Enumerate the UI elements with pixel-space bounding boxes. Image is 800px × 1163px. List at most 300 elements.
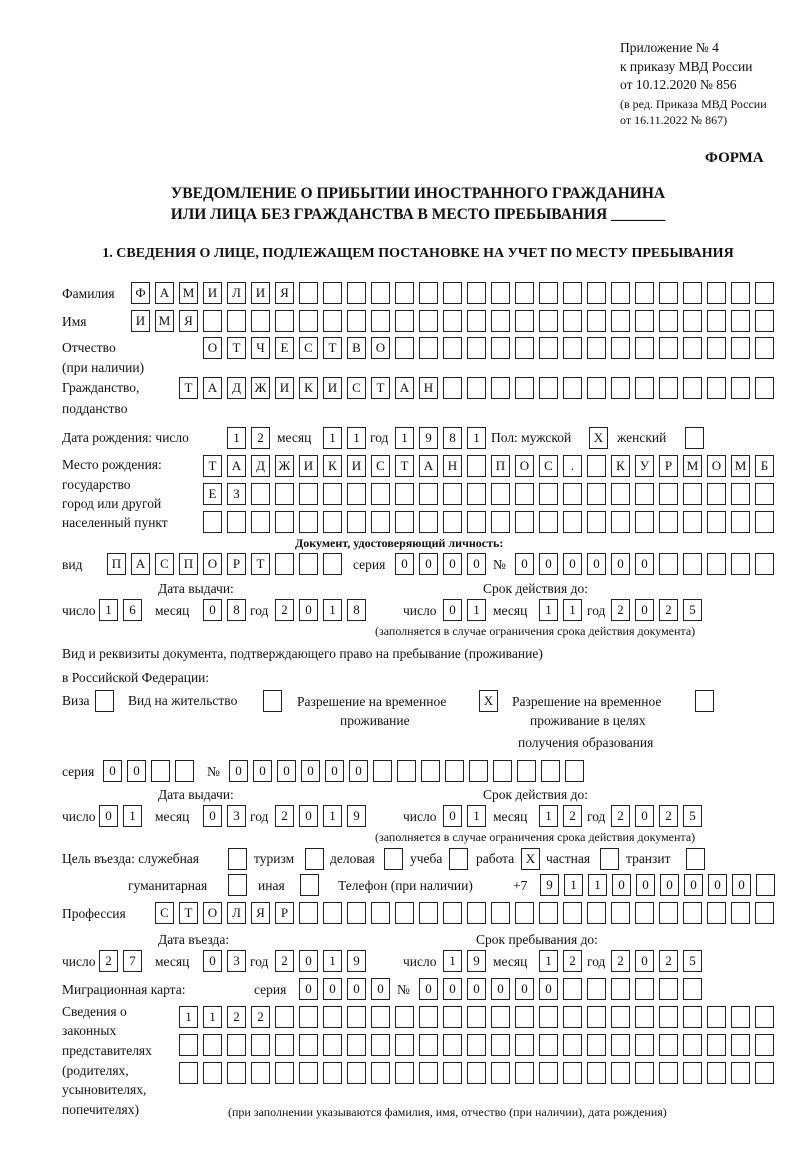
char-cell[interactable]: 9 [540, 874, 559, 896]
char-cell[interactable] [419, 1062, 438, 1084]
right-issue-month-field[interactable] [203, 805, 251, 827]
char-cell[interactable] [683, 310, 702, 332]
char-cell[interactable] [683, 1062, 702, 1084]
char-cell[interactable] [179, 1062, 198, 1084]
right-valid-month-field[interactable] [539, 805, 587, 827]
char-cell[interactable] [707, 337, 726, 359]
char-cell[interactable]: И [275, 377, 294, 399]
char-cell[interactable]: 0 [325, 760, 344, 782]
char-cell[interactable] [731, 902, 750, 924]
char-cell[interactable] [299, 1006, 318, 1028]
char-cell[interactable] [683, 1034, 702, 1056]
char-cell[interactable]: К [611, 455, 630, 477]
char-cell[interactable] [635, 337, 654, 359]
char-cell[interactable] [203, 511, 222, 533]
char-cell[interactable]: С [539, 455, 558, 477]
char-cell[interactable] [397, 760, 416, 782]
char-cell[interactable] [395, 310, 414, 332]
char-cell[interactable]: Н [443, 455, 462, 477]
id-issue-day-field[interactable] [99, 599, 147, 621]
char-cell[interactable] [635, 310, 654, 332]
char-cell[interactable] [347, 1034, 366, 1056]
char-cell[interactable] [251, 483, 270, 505]
char-cell[interactable]: 2 [99, 950, 118, 972]
char-cell[interactable] [539, 310, 558, 332]
char-cell[interactable]: 9 [347, 805, 366, 827]
char-cell[interactable]: 8 [347, 599, 366, 621]
entry-day-field[interactable] [99, 950, 147, 972]
char-cell[interactable] [467, 511, 486, 533]
char-cell[interactable] [299, 902, 318, 924]
char-cell[interactable] [467, 1034, 486, 1056]
char-cell[interactable] [611, 511, 630, 533]
char-cell[interactable] [659, 978, 678, 1000]
phone-field[interactable] [540, 874, 780, 896]
char-cell[interactable]: 1 [323, 950, 342, 972]
stay-month-field[interactable] [539, 950, 587, 972]
char-cell[interactable] [443, 483, 462, 505]
char-cell[interactable]: 9 [419, 427, 438, 449]
char-cell[interactable]: 1 [395, 427, 414, 449]
char-cell[interactable] [659, 1034, 678, 1056]
char-cell[interactable]: X [589, 427, 608, 449]
char-cell[interactable] [467, 455, 486, 477]
char-cell[interactable] [227, 511, 246, 533]
char-cell[interactable]: Т [179, 902, 198, 924]
char-cell[interactable] [755, 310, 774, 332]
char-cell[interactable] [467, 483, 486, 505]
char-cell[interactable]: Д [227, 377, 246, 399]
char-cell[interactable]: 2 [275, 599, 294, 621]
char-cell[interactable] [491, 282, 510, 304]
char-cell[interactable] [587, 377, 606, 399]
char-cell[interactable] [707, 483, 726, 505]
char-cell[interactable]: Т [227, 337, 246, 359]
char-cell[interactable] [371, 1006, 390, 1028]
char-cell[interactable]: Т [371, 377, 390, 399]
char-cell[interactable] [347, 310, 366, 332]
birth-day-field[interactable] [227, 427, 275, 449]
char-cell[interactable] [467, 902, 486, 924]
char-cell[interactable]: 9 [467, 950, 486, 972]
char-cell[interactable] [731, 1006, 750, 1028]
char-cell[interactable]: 1 [323, 599, 342, 621]
char-cell[interactable] [707, 377, 726, 399]
purpose-tourism-checkbox[interactable] [305, 848, 329, 870]
char-cell[interactable]: 5 [683, 805, 702, 827]
char-cell[interactable] [587, 282, 606, 304]
char-cell[interactable] [347, 902, 366, 924]
birthplace-field[interactable] [203, 511, 779, 533]
char-cell[interactable]: 0 [635, 553, 654, 575]
char-cell[interactable] [563, 978, 582, 1000]
char-cell[interactable]: 2 [275, 950, 294, 972]
char-cell[interactable] [731, 511, 750, 533]
char-cell[interactable] [755, 483, 774, 505]
char-cell[interactable]: . [563, 455, 582, 477]
char-cell[interactable]: 0 [635, 950, 654, 972]
char-cell[interactable] [203, 1062, 222, 1084]
char-cell[interactable] [659, 553, 678, 575]
id-valid-month-field[interactable] [539, 599, 587, 621]
char-cell[interactable] [443, 282, 462, 304]
char-cell[interactable] [587, 1034, 606, 1056]
char-cell[interactable] [635, 483, 654, 505]
char-cell[interactable]: О [707, 455, 726, 477]
char-cell[interactable]: К [299, 377, 318, 399]
char-cell[interactable] [228, 874, 247, 896]
purpose-study-checkbox[interactable] [449, 848, 473, 870]
char-cell[interactable] [565, 760, 584, 782]
char-cell[interactable]: 0 [371, 978, 390, 1000]
char-cell[interactable]: О [371, 337, 390, 359]
char-cell[interactable]: 1 [539, 805, 558, 827]
char-cell[interactable]: 0 [515, 978, 534, 1000]
char-cell[interactable] [707, 310, 726, 332]
char-cell[interactable]: Я [275, 282, 294, 304]
char-cell[interactable] [299, 511, 318, 533]
char-cell[interactable] [323, 511, 342, 533]
char-cell[interactable] [755, 553, 774, 575]
char-cell[interactable]: 2 [659, 805, 678, 827]
char-cell[interactable] [683, 511, 702, 533]
char-cell[interactable] [421, 760, 440, 782]
char-cell[interactable] [275, 511, 294, 533]
char-cell[interactable] [539, 902, 558, 924]
char-cell[interactable]: А [131, 553, 150, 575]
char-cell[interactable]: 0 [443, 553, 462, 575]
char-cell[interactable] [731, 553, 750, 575]
char-cell[interactable] [491, 511, 510, 533]
char-cell[interactable] [587, 483, 606, 505]
char-cell[interactable]: М [683, 455, 702, 477]
char-cell[interactable] [707, 902, 726, 924]
female-checkbox[interactable] [685, 427, 709, 449]
char-cell[interactable] [611, 902, 630, 924]
char-cell[interactable]: М [731, 455, 750, 477]
char-cell[interactable] [467, 337, 486, 359]
char-cell[interactable] [443, 511, 462, 533]
char-cell[interactable]: Р [659, 455, 678, 477]
char-cell[interactable]: 0 [323, 978, 342, 1000]
char-cell[interactable] [539, 282, 558, 304]
char-cell[interactable] [683, 337, 702, 359]
name-field[interactable] [131, 310, 779, 332]
birthplace-field[interactable] [203, 483, 779, 505]
char-cell[interactable] [731, 483, 750, 505]
char-cell[interactable]: А [395, 377, 414, 399]
char-cell[interactable]: 1 [203, 1006, 222, 1028]
char-cell[interactable]: 0 [636, 874, 655, 896]
char-cell[interactable] [395, 1062, 414, 1084]
char-cell[interactable] [600, 848, 619, 870]
char-cell[interactable] [491, 310, 510, 332]
char-cell[interactable]: 0 [299, 599, 318, 621]
char-cell[interactable] [539, 1006, 558, 1028]
char-cell[interactable]: К [323, 455, 342, 477]
char-cell[interactable] [707, 1006, 726, 1028]
char-cell[interactable]: 0 [443, 599, 462, 621]
char-cell[interactable]: 2 [563, 805, 582, 827]
char-cell[interactable] [251, 1034, 270, 1056]
char-cell[interactable]: 2 [563, 950, 582, 972]
char-cell[interactable] [491, 337, 510, 359]
char-cell[interactable] [491, 483, 510, 505]
char-cell[interactable]: 0 [301, 760, 320, 782]
char-cell[interactable]: 0 [515, 553, 534, 575]
char-cell[interactable] [228, 848, 247, 870]
male-checkbox[interactable] [589, 427, 613, 449]
char-cell[interactable]: 1 [564, 874, 583, 896]
char-cell[interactable] [515, 902, 534, 924]
char-cell[interactable]: Е [275, 337, 294, 359]
char-cell[interactable]: Т [323, 337, 342, 359]
char-cell[interactable] [275, 310, 294, 332]
char-cell[interactable]: И [131, 310, 150, 332]
char-cell[interactable]: 2 [611, 805, 630, 827]
char-cell[interactable]: 0 [467, 553, 486, 575]
char-cell[interactable]: 2 [659, 599, 678, 621]
char-cell[interactable]: С [299, 337, 318, 359]
char-cell[interactable]: А [203, 377, 222, 399]
char-cell[interactable] [395, 1006, 414, 1028]
char-cell[interactable]: 0 [395, 553, 414, 575]
char-cell[interactable] [686, 848, 705, 870]
purpose-humanitarian-checkbox[interactable] [228, 874, 252, 896]
char-cell[interactable] [469, 760, 488, 782]
char-cell[interactable]: 0 [587, 553, 606, 575]
char-cell[interactable]: 8 [227, 599, 246, 621]
char-cell[interactable]: И [347, 455, 366, 477]
id-issue-year-field[interactable] [275, 599, 371, 621]
char-cell[interactable]: 2 [251, 427, 270, 449]
char-cell[interactable] [515, 483, 534, 505]
residence-permit-checkbox[interactable] [263, 690, 287, 712]
id-valid-year-field[interactable] [611, 599, 707, 621]
char-cell[interactable] [323, 902, 342, 924]
char-cell[interactable]: Т [179, 377, 198, 399]
char-cell[interactable] [371, 483, 390, 505]
char-cell[interactable] [299, 282, 318, 304]
char-cell[interactable] [563, 337, 582, 359]
char-cell[interactable] [251, 511, 270, 533]
char-cell[interactable]: С [155, 553, 174, 575]
char-cell[interactable] [563, 1062, 582, 1084]
char-cell[interactable] [395, 483, 414, 505]
char-cell[interactable] [467, 282, 486, 304]
char-cell[interactable] [683, 483, 702, 505]
right-doc-series-field[interactable] [103, 760, 199, 782]
char-cell[interactable] [323, 282, 342, 304]
char-cell[interactable] [275, 1062, 294, 1084]
char-cell[interactable]: 3 [227, 805, 246, 827]
char-cell[interactable]: 0 [467, 978, 486, 1000]
representatives-field[interactable] [179, 1062, 779, 1084]
right-issue-day-field[interactable] [99, 805, 147, 827]
representatives-field[interactable] [179, 1034, 779, 1056]
char-cell[interactable]: Т [203, 455, 222, 477]
char-cell[interactable] [755, 1006, 774, 1028]
char-cell[interactable] [449, 848, 468, 870]
right-issue-year-field[interactable] [275, 805, 371, 827]
char-cell[interactable]: И [299, 455, 318, 477]
char-cell[interactable] [707, 1034, 726, 1056]
char-cell[interactable] [419, 1034, 438, 1056]
citizenship-field[interactable] [179, 377, 779, 399]
char-cell[interactable] [611, 978, 630, 1000]
char-cell[interactable] [323, 483, 342, 505]
char-cell[interactable] [227, 1034, 246, 1056]
char-cell[interactable] [659, 310, 678, 332]
char-cell[interactable] [755, 282, 774, 304]
char-cell[interactable] [443, 1062, 462, 1084]
char-cell[interactable] [395, 902, 414, 924]
char-cell[interactable]: 2 [251, 1006, 270, 1028]
char-cell[interactable]: 0 [99, 805, 118, 827]
char-cell[interactable] [299, 1062, 318, 1084]
id-series-field[interactable] [395, 553, 491, 575]
char-cell[interactable]: 2 [275, 805, 294, 827]
char-cell[interactable] [587, 1006, 606, 1028]
char-cell[interactable]: О [203, 337, 222, 359]
temporary-residence-checkbox[interactable] [479, 690, 503, 712]
char-cell[interactable] [299, 310, 318, 332]
char-cell[interactable] [635, 377, 654, 399]
char-cell[interactable] [227, 1062, 246, 1084]
char-cell[interactable]: 7 [123, 950, 142, 972]
char-cell[interactable]: Е [203, 483, 222, 505]
char-cell[interactable] [683, 282, 702, 304]
char-cell[interactable] [683, 553, 702, 575]
char-cell[interactable] [515, 337, 534, 359]
right-valid-year-field[interactable] [611, 805, 707, 827]
char-cell[interactable] [347, 1062, 366, 1084]
stay-day-field[interactable] [443, 950, 491, 972]
char-cell[interactable] [371, 1034, 390, 1056]
char-cell[interactable]: 0 [203, 950, 222, 972]
char-cell[interactable]: 0 [229, 760, 248, 782]
char-cell[interactable]: А [227, 455, 246, 477]
char-cell[interactable] [95, 690, 114, 712]
char-cell[interactable] [611, 483, 630, 505]
char-cell[interactable] [563, 310, 582, 332]
representatives-field[interactable] [179, 1006, 779, 1028]
temporary-residence-education-checkbox[interactable] [695, 690, 719, 712]
birthplace-field[interactable] [203, 455, 779, 477]
char-cell[interactable]: 1 [123, 805, 142, 827]
char-cell[interactable] [515, 310, 534, 332]
char-cell[interactable] [151, 760, 170, 782]
char-cell[interactable] [587, 1062, 606, 1084]
char-cell[interactable] [203, 310, 222, 332]
char-cell[interactable]: 0 [443, 805, 462, 827]
char-cell[interactable] [347, 282, 366, 304]
char-cell[interactable] [275, 553, 294, 575]
char-cell[interactable] [755, 1034, 774, 1056]
char-cell[interactable] [755, 337, 774, 359]
purpose-business-checkbox[interactable] [384, 848, 408, 870]
char-cell[interactable] [443, 902, 462, 924]
char-cell[interactable] [395, 282, 414, 304]
char-cell[interactable] [347, 483, 366, 505]
char-cell[interactable] [563, 902, 582, 924]
char-cell[interactable] [683, 902, 702, 924]
char-cell[interactable] [611, 310, 630, 332]
char-cell[interactable] [467, 377, 486, 399]
char-cell[interactable] [563, 511, 582, 533]
char-cell[interactable]: 1 [467, 427, 486, 449]
char-cell[interactable]: 1 [179, 1006, 198, 1028]
char-cell[interactable]: С [371, 455, 390, 477]
char-cell[interactable] [539, 1062, 558, 1084]
char-cell[interactable]: З [227, 483, 246, 505]
char-cell[interactable] [467, 310, 486, 332]
char-cell[interactable] [587, 337, 606, 359]
char-cell[interactable]: 0 [299, 950, 318, 972]
char-cell[interactable]: Ж [275, 455, 294, 477]
char-cell[interactable] [635, 978, 654, 1000]
char-cell[interactable] [491, 902, 510, 924]
id-issue-month-field[interactable] [203, 599, 251, 621]
char-cell[interactable] [251, 1062, 270, 1084]
char-cell[interactable]: Т [251, 553, 270, 575]
char-cell[interactable] [491, 1006, 510, 1028]
char-cell[interactable] [371, 310, 390, 332]
char-cell[interactable] [659, 902, 678, 924]
char-cell[interactable] [539, 1034, 558, 1056]
char-cell[interactable] [587, 978, 606, 1000]
char-cell[interactable]: 2 [611, 950, 630, 972]
char-cell[interactable] [419, 511, 438, 533]
char-cell[interactable] [419, 902, 438, 924]
char-cell[interactable] [563, 377, 582, 399]
char-cell[interactable] [563, 1006, 582, 1028]
char-cell[interactable]: О [203, 902, 222, 924]
char-cell[interactable]: Р [227, 553, 246, 575]
char-cell[interactable] [395, 1034, 414, 1056]
char-cell[interactable]: 1 [539, 599, 558, 621]
char-cell[interactable]: 0 [732, 874, 751, 896]
char-cell[interactable] [587, 902, 606, 924]
char-cell[interactable]: 9 [347, 950, 366, 972]
id-kind-field[interactable] [107, 553, 347, 575]
purpose-transit-checkbox[interactable] [686, 848, 710, 870]
char-cell[interactable] [635, 1006, 654, 1028]
char-cell[interactable] [539, 377, 558, 399]
char-cell[interactable] [611, 377, 630, 399]
char-cell[interactable] [563, 483, 582, 505]
char-cell[interactable]: Р [275, 902, 294, 924]
char-cell[interactable]: 3 [227, 950, 246, 972]
char-cell[interactable]: 2 [611, 599, 630, 621]
char-cell[interactable]: 0 [611, 553, 630, 575]
char-cell[interactable] [731, 310, 750, 332]
char-cell[interactable]: 0 [539, 553, 558, 575]
char-cell[interactable] [419, 337, 438, 359]
char-cell[interactable] [539, 483, 558, 505]
char-cell[interactable] [659, 1062, 678, 1084]
char-cell[interactable] [731, 337, 750, 359]
char-cell[interactable] [539, 337, 558, 359]
stay-year-field[interactable] [611, 950, 707, 972]
char-cell[interactable]: М [179, 282, 198, 304]
char-cell[interactable] [491, 1034, 510, 1056]
migration-series-field[interactable] [299, 978, 395, 1000]
char-cell[interactable]: 6 [123, 599, 142, 621]
char-cell[interactable]: Я [179, 310, 198, 332]
char-cell[interactable]: Ч [251, 337, 270, 359]
char-cell[interactable] [611, 1034, 630, 1056]
